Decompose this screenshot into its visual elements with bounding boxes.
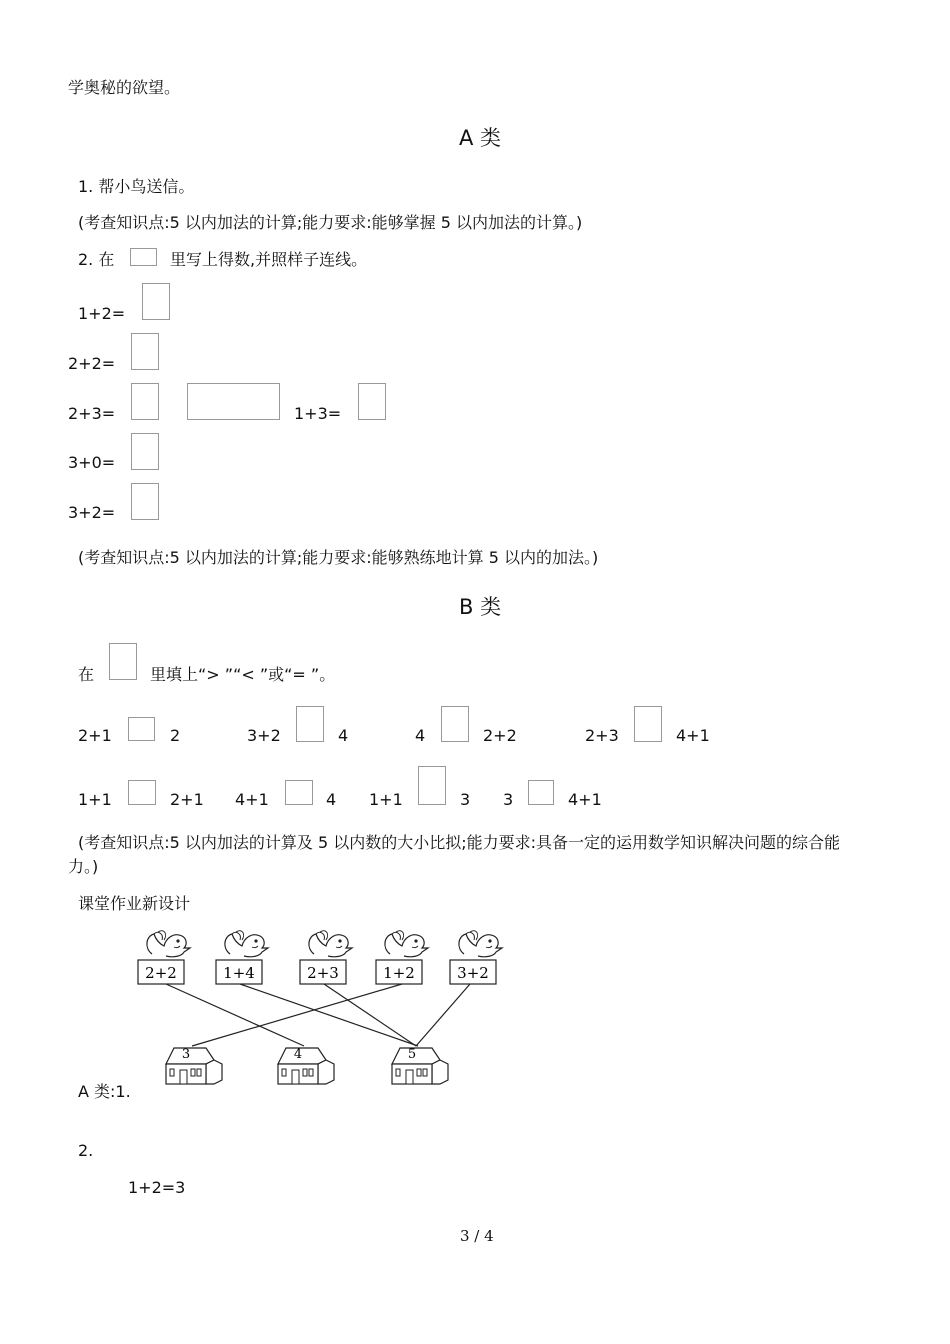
question-2-suffix: 里写上得数,并照样子连线。: [170, 250, 368, 269]
compare-left: 3: [503, 790, 514, 809]
equation-3: 2+3=: [68, 404, 116, 423]
compare-box[interactable]: [528, 780, 554, 805]
letter-card-label: 2+3: [307, 964, 339, 982]
answer-box-2[interactable]: [131, 333, 159, 370]
compare-right: 2+2: [483, 726, 517, 745]
question-1: 1. 帮小鸟送信。: [78, 177, 195, 196]
b-instruction: 里填上“> ”“< ”或“= ”。: [150, 665, 336, 684]
house-icon: [166, 1047, 222, 1084]
compare-left: 3+2: [247, 726, 281, 745]
compare-box[interactable]: [441, 706, 469, 742]
question-2-prefix: 2. 在: [78, 250, 115, 269]
compare-left: 4+1: [235, 790, 269, 809]
compare-left: 4: [415, 726, 426, 745]
bird-icon: [385, 931, 428, 957]
matching-lines: [166, 984, 470, 1046]
equation-1: 1+2=: [78, 304, 126, 323]
compare-right: 2: [170, 726, 181, 745]
compare-left: 2+1: [78, 726, 112, 745]
equation-5: 3+2=: [68, 503, 116, 522]
answer-box-example[interactable]: [358, 383, 386, 420]
house-label: 4: [293, 1047, 303, 1062]
section-b-note-line2: 力。): [68, 857, 99, 876]
answer-box-5[interactable]: [131, 483, 159, 520]
letter-card: [216, 960, 262, 984]
compare-right: 2+1: [170, 790, 204, 809]
equation-4: 3+0=: [68, 453, 116, 472]
compare-right: 4+1: [676, 726, 710, 745]
page-number: 3 / 4: [460, 1227, 494, 1245]
letter-card-label: 2+2: [145, 964, 177, 982]
bird-icon: [225, 931, 268, 957]
bird-icon: [147, 931, 190, 957]
section-b-title: B 类: [459, 595, 502, 619]
compare-box[interactable]: [296, 706, 324, 742]
section-b-note-line1: (考查知识点:5 以内加法的计算及 5 以内数的大小比拟;能力要求:具备一定的运用数学知识解决问题的综合能: [78, 833, 841, 852]
bird-icon: [459, 931, 502, 957]
compare-box[interactable]: [634, 706, 662, 742]
example-blank-box: [187, 383, 280, 420]
letter-card: [450, 960, 496, 984]
intro-tail-text: 学奥秘的欲望。: [68, 78, 181, 97]
bird-icon: [309, 931, 352, 957]
answer-a2: 2.: [78, 1141, 94, 1160]
compare-right: 4: [326, 790, 337, 809]
letter-card: [300, 960, 346, 984]
house-label: 5: [407, 1047, 417, 1062]
compare-box[interactable]: [128, 717, 155, 741]
question-1-note: (考查知识点:5 以内加法的计算;能力要求:能够掌握 5 以内加法的计算。): [78, 213, 583, 232]
compare-box[interactable]: [418, 766, 446, 805]
b-instruction-prefix: 在: [78, 665, 95, 684]
equation-2: 2+2=: [68, 354, 116, 373]
house-icon: [392, 1047, 448, 1084]
example-compare-box: [109, 643, 137, 680]
compare-right: 4: [338, 726, 349, 745]
letter-card-label: 1+4: [223, 964, 255, 982]
compare-box[interactable]: [285, 780, 313, 805]
homework-title: 课堂作业新设计: [78, 894, 191, 913]
compare-right: 3: [460, 790, 471, 809]
compare-left: 1+1: [78, 790, 112, 809]
answer-box-1[interactable]: [142, 283, 170, 320]
compare-right: 4+1: [568, 790, 602, 809]
section-a-title: A 类: [459, 126, 502, 150]
letter-card-label: 3+2: [457, 964, 489, 982]
equation-example: 1+3=: [294, 404, 342, 423]
house-label: 3: [181, 1047, 191, 1062]
answer-box-4[interactable]: [131, 433, 159, 470]
compare-left: 2+3: [585, 726, 619, 745]
letter-card: [376, 960, 422, 984]
answer-a1: A 类:1.: [78, 1082, 131, 1101]
compare-left: 1+1: [369, 790, 403, 809]
house-icon: [278, 1047, 334, 1084]
bird-house-figure: [120, 920, 489, 1090]
answer-box-3[interactable]: [131, 383, 159, 420]
letter-card: [138, 960, 184, 984]
letter-card-label: 1+2: [383, 964, 415, 982]
compare-box[interactable]: [128, 780, 156, 805]
example-answer-box: [130, 248, 157, 266]
question-2-note: (考查知识点:5 以内加法的计算;能力要求:能够熟练地计算 5 以内的加法。): [78, 548, 599, 567]
answer-a2-line1: 1+2=3: [128, 1178, 186, 1197]
